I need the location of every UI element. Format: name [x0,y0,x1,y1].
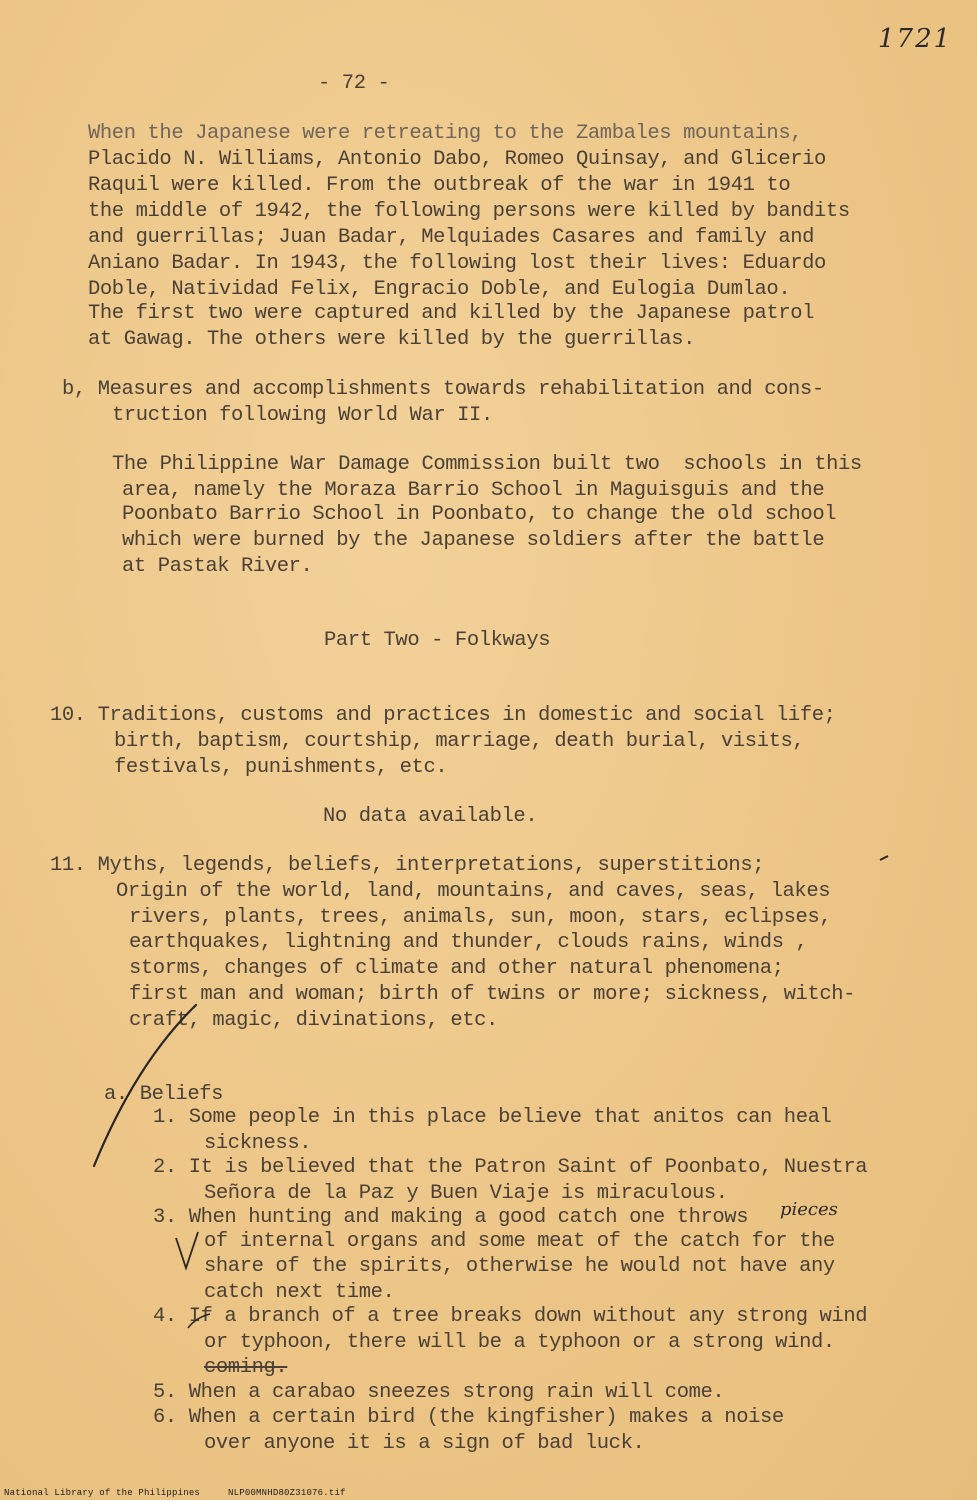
item-11-line: earthquakes, lightning and thunder, clouds rains, winds , [129,931,808,954]
belief-line: sickness. [204,1132,312,1155]
para-1-line: and guerrillas; Juan Badar, Melquiades Casares and family and [88,226,815,249]
beliefs-heading: a. Beliefs [104,1083,224,1106]
item-11-line: storms, changes of climate and other natural phenomena; [129,957,784,980]
para-b-line: at Pastak River. [122,555,313,578]
para-1-line: Aniano Badar. In 1943, the following lost their lives: Eduardo [88,252,826,275]
para-b-line: area, namely the Moraza Barrio School in Maguisguis and the [122,479,825,502]
belief-line: Señora de la Paz y Buen Viaje is miraculous. [204,1182,728,1205]
para-1-line: the middle of 1942, the following persons were killed by bandits [88,200,850,223]
para-1-line: Doble, Natividad Felix, Engracio Doble, and Eulogia Dumlao. [88,278,791,301]
para-1-line: The first two were captured and killed by the Japanese patrol [88,302,815,325]
handwritten-insertion: pieces [780,1199,838,1220]
part-two-heading: Part Two - Folkways [324,629,551,652]
para-b-line: which were burned by the Japanese soldiers after the battle [122,529,825,552]
para-1-line: Raquil were killed. From the outbreak of the war in 1941 to [88,174,791,197]
para-1-line: When the Japanese were retreating to the Zambales mountains, [88,122,803,145]
belief-line: over anyone it is a sign of bad luck. [204,1432,645,1455]
belief-line: 2. It is believed that the Patron Saint of Poonbato, Nuestra [153,1156,868,1179]
item-11-line: craft, magic, divinations, etc. [129,1009,498,1032]
belief-line: share of the spirits, otherwise he would not have any [204,1255,835,1278]
section-b-heading: truction following World War II. [112,404,493,427]
belief-line: or typhoon, there will be a typhoon or a strong wind. [204,1331,835,1354]
item-11-line: first man and woman; birth of twins or more; sickness, witch- [129,983,856,1006]
para-b-line: Poonbato Barrio School in Poonbato, to change the old school [122,503,837,526]
archive-footer: National Library of the Philippines NLP00MNHD80Z31076.tif [4,1488,346,1498]
belief-line: 3. When hunting and making a good catch one throws [153,1206,749,1229]
belief-line: 1. Some people in this place believe that anitos can heal [153,1106,832,1129]
item-11-line: rivers, plants, trees, animals, sun, moon, stars, eclipses, [129,906,832,929]
item-10-line: 10. Traditions, customs and practices in domestic and social life; [50,704,836,727]
para-1-line: at Gawag. The others were killed by the guerrillas. [88,328,696,351]
item-10-line: birth, baptism, courtship, marriage, death burial, visits, [114,730,805,753]
item-11-line: Origin of the world, land, mountains, and caves, seas, lakes [116,880,831,903]
belief-struck-word: coming. [204,1356,288,1379]
para-b-line: The Philippine War Damage Commission built two schools in this [112,453,862,476]
belief-line: of internal organs and some meat of the catch for the [204,1230,835,1253]
item-11-line: 11. Myths, legends, beliefs, interpretations, superstitions; [50,854,765,877]
page-number: - 72 - [318,72,390,95]
belief-line: 6. When a certain bird (the kingfisher) makes a noise [153,1406,784,1429]
section-b-heading: b, Measures and accomplishments towards rehabilitation and cons- [62,378,824,401]
handwritten-reference-number: 1721 [878,24,953,54]
para-1-line: Placido N. Williams, Antonio Dabo, Romeo Quinsay, and Glicerio [88,148,826,171]
belief-line: catch next time. [204,1281,395,1304]
no-data-note: No data available. [323,805,538,828]
belief-line: 4. If a branch of a tree breaks down without any strong wind [153,1305,868,1328]
item-10-line: festivals, punishments, etc. [114,756,448,779]
belief-line: 5. When a carabao sneezes strong rain will come. [153,1381,725,1404]
